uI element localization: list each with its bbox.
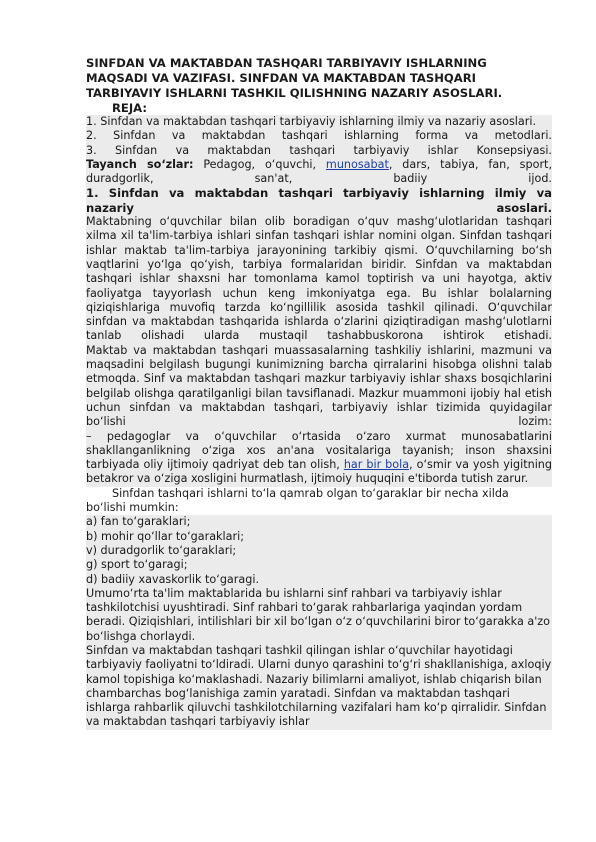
document-page — [86, 56, 552, 730]
plan-item-1: 1. Sinfdan va maktabdan tashqari tarbiyaviy ishlarning ilmiy va nazariy asoslari. — [86, 115, 552, 129]
circles-intro: Sinfdan tashqari ishlarni to‘la qamrab olgan to‘garaklar bir necha xilda bo‘lishi mumkin: — [86, 486, 509, 515]
paragraph-2: Maktab va maktabdan tashqari muassasalarning tashkiliy ishlarini, mazmuni va maqsadini belgilash bugungi kunimizning barcha qirralarini hisobga olishni talab etmoqda. Sinf va maktabdan tashqari mazkur tarbiyaviy ishlar shaxs bosqichlarini belgilab olishga qaratilganligi bilan tavsiflanadi. Mazkur muammoni ijobiy hal etish uchun sinfdan va maktabdan tashqari, tarbiyaviy ishlar tizimida quyidagilar bo‘lishi lozim: — [86, 343, 552, 429]
plan-item-2: 2. Sinfdan va maktabdan tashqari ishlarning forma va metodlari. — [86, 129, 552, 143]
circle-item-a: a) fan to‘garaklari; — [86, 515, 552, 529]
paragraph-1: Maktabning o‘quvchilar bilan olib boradigan o‘quv mashg‘ulotlaridan tashqari xilma xil ta'lim-tarbiya ishlari sinfan tashqari ishlar nomini olgan. Sinfdan tashqari ishlar maktab ta'lim-tarbiya jarayonining tarkibiy qismi. O‘quvchilarning bo‘sh vaqtlarini yo‘lga qo‘yish, tarbiya formalaridan biridir. Sinfdan va maktabdan tashqari ishlar shaxsni har tomonlama kamol toptirish va uni hayotga, aktiv faoliyatga tayyorlash uchun keng imkoniyatga ega. Bu ishlar bolalarning qiziqishlariga muvofiq tarzda ko‘ngillilik asosida tashkil qilinadi. O‘quvchilar sinfdan va maktabdan tashqarida ishlarda o‘zlarini qiziqtiradigan mashg‘ulotlarni tanlab olishadi ularda mustaqil tashabbuskorona ishtirok etishadi. — [86, 215, 552, 343]
plan-item-3: 3. Sinfdan va maktabdan tashqari tarbiyaviy ishlar Konsepsiyasi. — [86, 143, 552, 157]
circle-item-g: g) sport to‘garagi; — [86, 558, 552, 572]
paragraph-2-list — [86, 430, 552, 487]
document-title: SINFDAN VA MAKTABDAN TASHQARI TARBIYAVIY ISHLARNING MAQSADI VA VAZIFASI. SINFDAN VA MAKTABDAN TASHQARI TARBIYAVIY ISHLARNI TASHKIL QILISHNING NAZARIY ASOSLARI. — [86, 56, 503, 100]
keywords-paragraph — [86, 158, 552, 187]
munosabat-link[interactable]: munosabat — [325, 157, 389, 171]
paragraph-3: Umumo‘rta ta'lim maktablarida bu ishlarni sinf rahbari va tarbiyaviy ishlar tashkilotchisi uyushtiradi. Sinf rahbari to‘garak rahbarlariga yaqindan yordam beradi. Qiziqishlari, intilishlari bir xil bo‘lgan o‘z o‘quvchilarini biror to‘garakka a'zo bo‘lishga chorlaydi. — [86, 586, 551, 643]
keywords-label: Tayanch so‘zlar: — [86, 157, 194, 171]
plan-heading: REJA: — [112, 101, 147, 115]
circle-item-b: b) mohir qo‘llar to‘garaklari; — [86, 530, 552, 544]
paragraph-2-list-after: , o‘smir va yosh yigitning betakror va o‘ziga xosligini hurmatlash, ijtimoiy huquqini e'tiborda tutish zarur. — [86, 458, 553, 486]
keywords-text-after: , dars, tabiya, fan, sport, duradgorlik, san'at, badiiy ijod. — [86, 157, 552, 186]
keywords-text-before: Pedagog, o‘quvchi, — [193, 157, 326, 171]
section-1-heading: 1. Sinfdan va maktabdan tashqari tarbiyaviy ishlarning ilmiy va nazariy asoslari. — [86, 186, 552, 215]
paragraph-2-list-before: – pedagoglar va o‘quvchilar o‘rtasida o‘zaro xurmat munosabatlarini shakllanganlikning o‘ziga xos an'ana vositalariga tayanish; inson shaxsini tarbiyada oliy ijtimoiy qadriyat deb tan olish, — [86, 429, 552, 472]
paragraph-4: Sinfdan va maktabdan tashqari tashkil qilingan ishlar o‘quvchilar hayotidagi tarbiyaviy faoliyatni to‘ldiradi. Ularni dunyo qarashini to‘g‘ri shakllanishiga, axloqiy kamol topishiga ko‘maklashadi. Nazariy bilimlarni amaliyot, ishlab chiqarish bilan chambarchas bog‘lanishiga zamin yaratadi. Sinfdan va maktabdan tashqari ishlarga rahbarlik qiluvchi tashkilotchilarning vazifalari ham ko‘p qirralidir. Sinfdan va maktabdan tashqari tarbiyaviy ishlar — [86, 643, 552, 729]
circle-item-d: d) badiiy xavaskorlik to‘garagi. — [86, 573, 552, 587]
har-bir-bola-link[interactable]: har bir bola — [343, 458, 410, 472]
circle-item-v: v) duradgorlik to‘garaklari; — [86, 544, 552, 558]
